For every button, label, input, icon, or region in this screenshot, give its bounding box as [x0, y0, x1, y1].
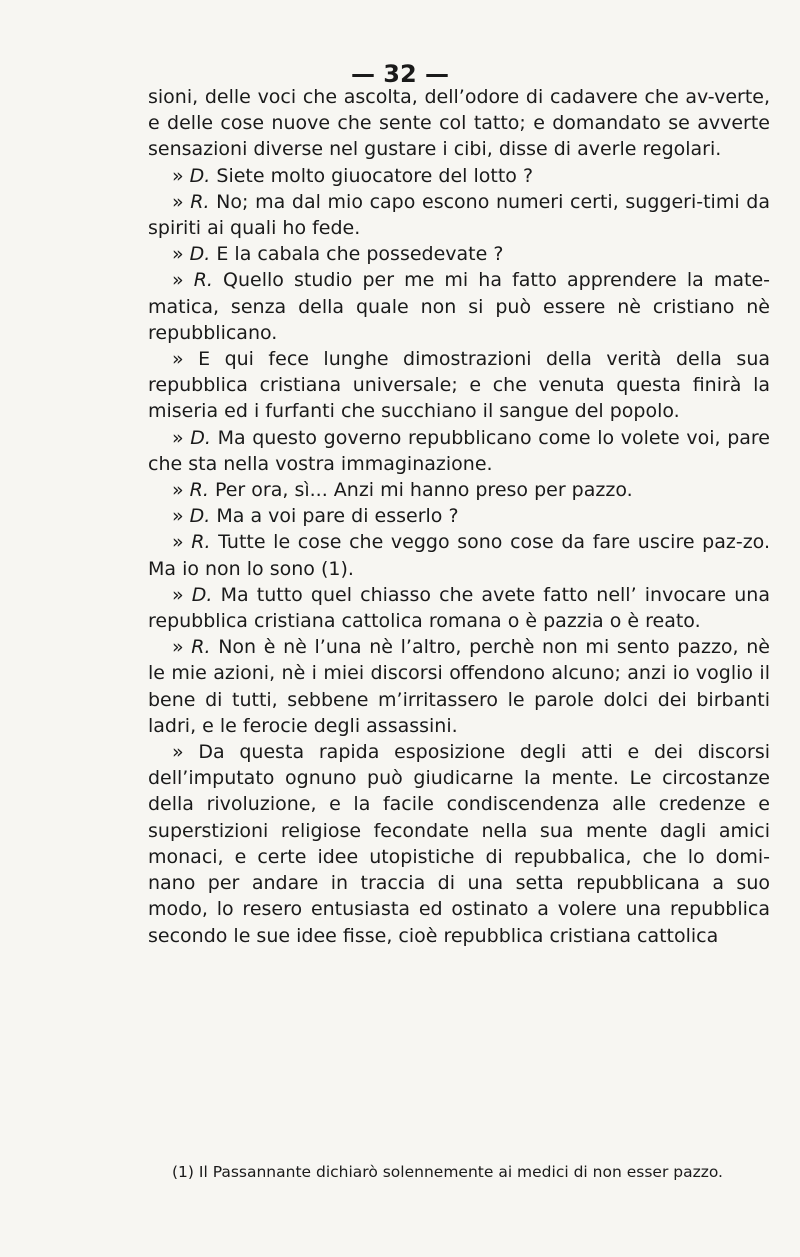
- paragraph: [148, 425, 770, 477]
- body-text: [148, 84, 770, 949]
- paragraph: [148, 346, 770, 425]
- paragraph-text: E qui fece lunghe dimostrazioni della verità della sua repubblica cristiana universale; e che venuta questa finirà la miseria ed i furfanti che succhiano il sangue del popolo.: [148, 348, 771, 423]
- paragraph: [148, 163, 770, 189]
- quote-mark: »: [172, 505, 190, 528]
- quote-mark: »: [172, 348, 199, 371]
- quote-mark: »: [172, 269, 194, 292]
- paragraph-text: E la cabala che possedevate ?: [210, 243, 504, 266]
- paragraph-text: Per ora, sì... Anzi mi hanno preso per pazzo.: [208, 479, 633, 502]
- paragraph-text: Quello studio per me mi ha fatto apprendere la mate-matica, senza della quale non si può essere nè cristiano nè repubblicano.: [148, 269, 770, 344]
- quote-mark: »: [172, 164, 190, 187]
- speaker-label: D.: [189, 164, 211, 187]
- paragraph-text: Siete molto giuocatore del lotto ?: [210, 164, 534, 187]
- quote-mark: »: [172, 479, 190, 502]
- quote-mark: »: [172, 636, 192, 659]
- paragraph: [148, 477, 770, 503]
- quote-mark: »: [172, 426, 191, 449]
- paragraph: [148, 739, 770, 949]
- paragraph: [148, 189, 770, 241]
- footnote: (1) Il Passannante dichiarò solennemente ai medici di non esser pazzo.: [172, 1163, 723, 1181]
- speaker-label: D.: [191, 583, 213, 606]
- quote-mark: »: [172, 243, 190, 266]
- paragraph: [148, 582, 770, 634]
- paragraph-text: Tutte le cose che veggo sono cose da fare uscire paz-zo. Ma io non lo sono (1).: [148, 531, 771, 580]
- speaker-label: D.: [190, 426, 211, 449]
- speaker-label: R.: [191, 636, 211, 659]
- paragraph-text: No; ma dal mio capo escono numeri certi, suggeri-timi da spiriti ai quali ho fede.: [148, 190, 770, 240]
- speaker-label: D.: [189, 505, 211, 528]
- quote-mark: »: [172, 583, 192, 606]
- speaker-label: R.: [193, 269, 213, 292]
- paragraph-text: Ma tutto quel chiasso che avete fatto nell’ invocare una repubblica cristiana cattolica romana o è pazzia o è reato.: [148, 583, 770, 633]
- page-number: — 32 —: [350, 60, 450, 88]
- paragraph: [148, 529, 770, 581]
- paragraph-text: Ma a voi pare di esserlo ?: [210, 505, 459, 528]
- paragraph: [148, 267, 770, 346]
- speaker-label: R.: [190, 190, 210, 213]
- paragraph-text: Ma questo governo repubblicano come lo volete voi, pare che sta nella vostra immaginazione.: [148, 426, 770, 475]
- paragraph-text: Da questa rapida esposizione degli atti e dei discorsi dell’imputato ognuno può giudicarne la mente. Le circostanze della rivoluzione, e la facile condiscendenza alle credenze e superstizioni religiose fecondate nella sua mente dagli amici monaci, e certe idee utopistiche di repubbalica, che lo domi-nano per andare in traccia di una setta repubblicana a suo modo, lo resero entusiasta ed ostinato a volere una repubblica secondo le sue idee fisse, cioè repubblica cristiana cattolica: [148, 741, 770, 947]
- speaker-label: D.: [189, 243, 211, 266]
- paragraph: [148, 84, 770, 163]
- paragraph-text: sioni, delle voci che ascolta, dell’odore di cadavere che av-verte, e delle cose nuove che sente col tatto; e domandato se avverte sensazioni diverse nel gustare i cibi, disse di averle regolari.: [148, 86, 770, 161]
- quote-mark: »: [172, 190, 191, 213]
- speaker-label: R.: [189, 479, 209, 502]
- speaker-label: R.: [191, 531, 211, 554]
- quote-mark: »: [172, 741, 199, 764]
- paragraph: [148, 241, 770, 267]
- paragraph: [148, 503, 770, 529]
- paragraph-text: Non è nè l’una nè l’altro, perchè non mi sento pazzo, nè le mie azioni, nè i miei discorsi offendono alcuno; anzi io voglio il bene di tutti, sebbene m’irritassero le parole dolci dei birbanti ladri, e le ferocie degli assassini.: [148, 636, 770, 737]
- paragraph: [148, 634, 770, 739]
- quote-mark: »: [172, 531, 192, 554]
